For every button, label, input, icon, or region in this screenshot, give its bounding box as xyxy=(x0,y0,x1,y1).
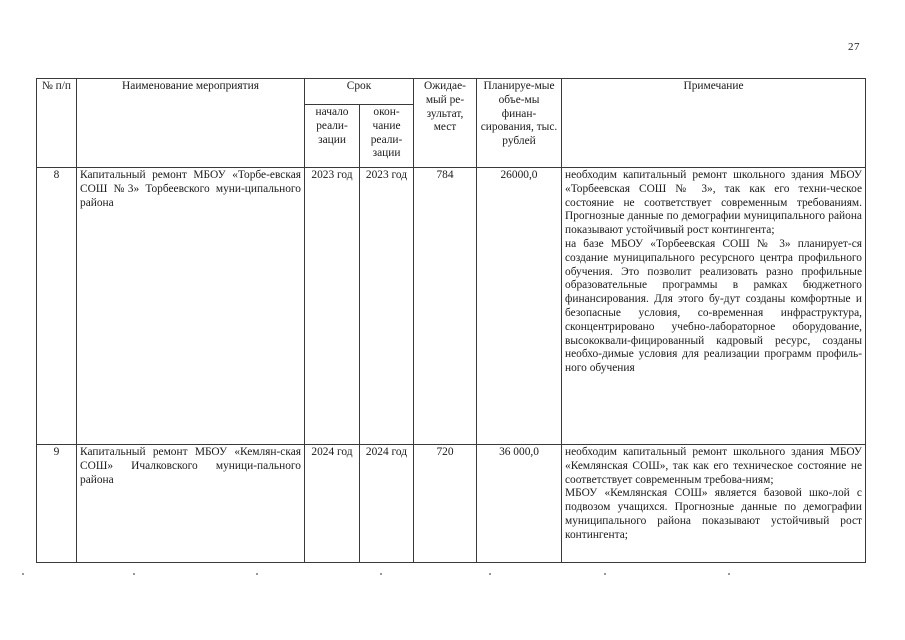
row-note xyxy=(562,168,866,445)
note-paragraph: МБОУ «Кемлянская СОШ» является базовой шко-лой с подвозом учащихся. Прогнозные данные по демографии муниципального района показывают устойчивый рост контингента; xyxy=(565,487,862,541)
table-row xyxy=(37,168,866,445)
row-expected: 784 xyxy=(414,168,477,445)
measures-table xyxy=(36,78,866,563)
header-expected: Ожидае-мый ре-зультат, мест xyxy=(414,79,477,168)
header-note: Примечание xyxy=(562,79,866,168)
scan-artifacts xyxy=(0,573,905,583)
note-paragraph: на базе МБОУ «Торбеевская СОШ № 3» планирует-ся создание муниципального ресурсного центра профильного обучения. Это позволит реализовать разно профильные образовательные программы в рамках бюджетного финансирования. Для этого бу-дут созданы комфортные и безопасные условия, со-временная инфраструктура, сконцентрировано учебно-лабораторное оборудование, высококвали-фицированный кадровый ресурс, созданы необхо-димые условия для реализации программ профиль-ного обучения xyxy=(565,237,862,375)
header-planned: Планируе-мые объе-мы финан-сирования, тыс. рублей xyxy=(477,79,562,168)
row-name: Капитальный ремонт МБОУ «Кемлян-ская СОШ» Ичалковского муници-пального района xyxy=(77,445,305,563)
header-num: № п/п xyxy=(37,79,77,168)
scan-dot xyxy=(604,573,606,575)
row-end: 2024 год xyxy=(360,445,414,563)
scan-dot xyxy=(256,573,258,575)
header-name: Наименование мероприятия xyxy=(77,79,305,168)
scan-dot xyxy=(133,573,135,575)
scan-dot xyxy=(22,573,24,575)
row-end: 2023 год xyxy=(360,168,414,445)
row-expected: 720 xyxy=(414,445,477,563)
header-term: Срок xyxy=(305,79,414,105)
scan-dot xyxy=(728,573,730,575)
note-paragraph: необходим капитальный ремонт школьного здания МБОУ «Кемлянская СОШ», так как его техническое состояние не соответствует современным требова-ниям; xyxy=(565,446,862,486)
row-start: 2024 год xyxy=(305,445,360,563)
note-paragraph: необходим капитальный ремонт школьного здания МБОУ «Торбеевская СОШ № 3», так как его техни-ческое состояние не соответствует современным требованиям. Прогнозные данные по демографии муниципального района показывают устойчивый рост контингента; xyxy=(565,169,862,237)
header-term-end: окон-чание реали-зации xyxy=(360,105,414,168)
row-num: 8 xyxy=(37,168,77,445)
row-start: 2023 год xyxy=(305,168,360,445)
row-planned: 26000,0 xyxy=(477,168,562,445)
row-name: Капитальный ремонт МБОУ «Торбе-евская СОШ №3» Торбеевского муни-ципального района xyxy=(77,168,305,445)
row-planned: 36 000,0 xyxy=(477,445,562,563)
row-note xyxy=(562,445,866,563)
scan-dot xyxy=(489,573,491,575)
scan-dot xyxy=(380,573,382,575)
table-row xyxy=(37,445,866,563)
row-num: 9 xyxy=(37,445,77,563)
header-term-start: начало реали-зации xyxy=(305,105,360,168)
page-number: 27 xyxy=(848,41,860,53)
